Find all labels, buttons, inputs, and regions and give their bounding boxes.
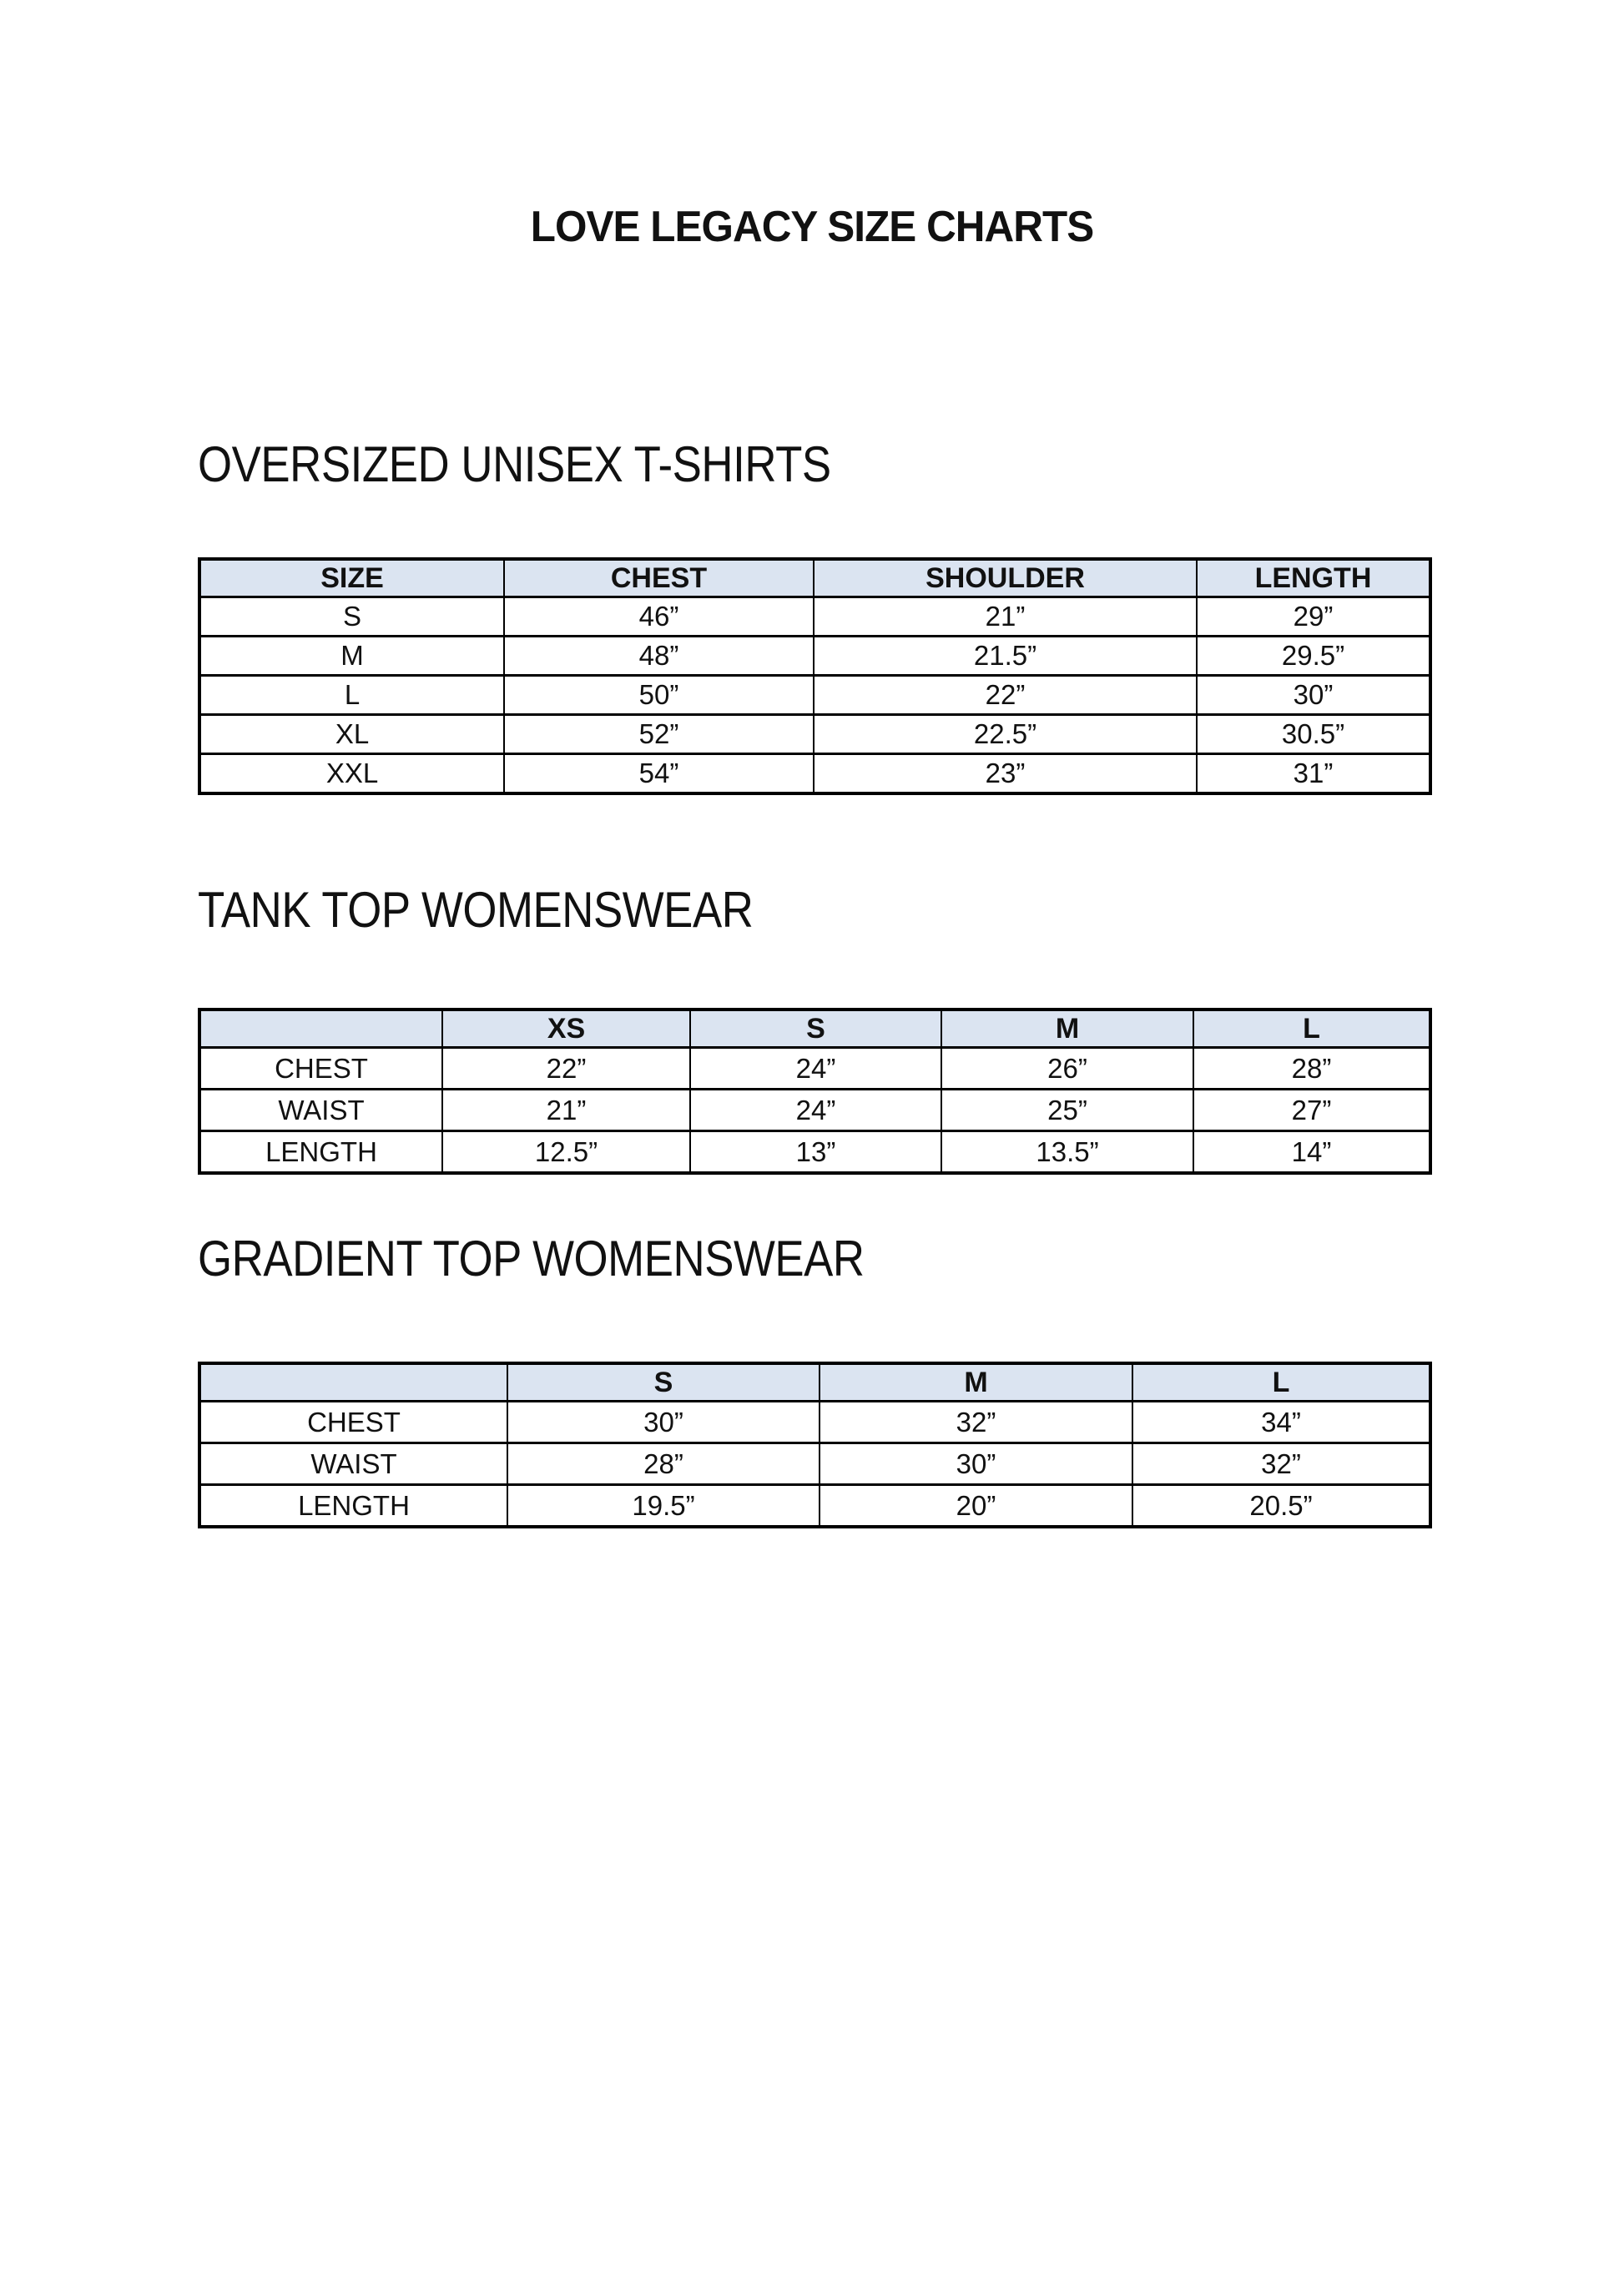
table-cell: 26”	[941, 1048, 1193, 1090]
table-cell: 22”	[814, 676, 1197, 715]
tank-top-womenswear-table	[198, 1008, 1432, 1175]
table-cell: M	[199, 637, 504, 676]
table-cell: CHEST	[199, 1048, 442, 1090]
table-cell: 21”	[442, 1090, 690, 1131]
table-row	[199, 637, 1430, 676]
oversized-unisex-tshirts-table	[198, 557, 1432, 795]
column-header: SIZE	[199, 559, 504, 597]
table-cell: 32”	[1132, 1443, 1430, 1485]
section-heading-gradient-top-womenswear: GRADIENT TOP WOMENSWEAR	[198, 1231, 865, 1286]
table-cell: 22”	[442, 1048, 690, 1090]
table-cell: 52”	[504, 715, 814, 754]
table-cell: 24”	[690, 1048, 941, 1090]
table-cell: 30”	[820, 1443, 1132, 1485]
table-row	[199, 1443, 1430, 1485]
table-row	[199, 754, 1430, 794]
table-cell: 34”	[1132, 1402, 1430, 1443]
table-cell: 30”	[1197, 676, 1430, 715]
column-header: XS	[442, 1010, 690, 1048]
column-header: M	[820, 1363, 1132, 1402]
table-cell: 12.5”	[442, 1131, 690, 1174]
table-row	[199, 676, 1430, 715]
table-header-row	[199, 1010, 1430, 1048]
table-cell: 29”	[1197, 597, 1430, 637]
column-header	[199, 1010, 442, 1048]
table-row	[199, 597, 1430, 637]
table-cell: 30.5”	[1197, 715, 1430, 754]
column-header: S	[507, 1363, 820, 1402]
table-cell: 19.5”	[507, 1485, 820, 1528]
table-body	[199, 597, 1430, 794]
table-cell: 24”	[690, 1090, 941, 1131]
table-body	[199, 1402, 1430, 1528]
table-cell: 31”	[1197, 754, 1430, 794]
table-header-row	[199, 1363, 1430, 1402]
table-cell: 28”	[507, 1443, 820, 1485]
table-head	[199, 1363, 1430, 1402]
table-cell: 14”	[1193, 1131, 1430, 1174]
table-cell: 46”	[504, 597, 814, 637]
table-cell: 20”	[820, 1485, 1132, 1528]
document-title: LOVE LEGACY SIZE CHARTS	[530, 203, 1094, 251]
column-header: M	[941, 1010, 1193, 1048]
section-heading-tank-top-womenswear: TANK TOP WOMENSWEAR	[198, 882, 754, 938]
table-row	[199, 1131, 1430, 1174]
table-cell: 32”	[820, 1402, 1132, 1443]
column-header: LENGTH	[1197, 559, 1430, 597]
table-cell: S	[199, 597, 504, 637]
table-cell: 27”	[1193, 1090, 1430, 1131]
table-cell: WAIST	[199, 1443, 507, 1485]
table-header-row	[199, 559, 1430, 597]
table-body	[199, 1048, 1430, 1174]
table-cell: 21”	[814, 597, 1197, 637]
table-cell: LENGTH	[199, 1131, 442, 1174]
table-row	[199, 1402, 1430, 1443]
table-cell: WAIST	[199, 1090, 442, 1131]
column-header: S	[690, 1010, 941, 1048]
table-cell: L	[199, 676, 504, 715]
table-cell: 30”	[507, 1402, 820, 1443]
column-header	[199, 1363, 507, 1402]
table-cell: 54”	[504, 754, 814, 794]
table-cell: XXL	[199, 754, 504, 794]
gradient-top-womenswear-table	[198, 1362, 1432, 1528]
column-header: L	[1193, 1010, 1430, 1048]
table-cell: 13.5”	[941, 1131, 1193, 1174]
table-row	[199, 715, 1430, 754]
table-head	[199, 1010, 1430, 1048]
table-cell: 22.5”	[814, 715, 1197, 754]
table-cell: 13”	[690, 1131, 941, 1174]
column-header: SHOULDER	[814, 559, 1197, 597]
table-cell: 21.5”	[814, 637, 1197, 676]
table-cell: LENGTH	[199, 1485, 507, 1528]
table-cell: 48”	[504, 637, 814, 676]
table-row	[199, 1485, 1430, 1528]
table-head	[199, 559, 1430, 597]
table-cell: 23”	[814, 754, 1197, 794]
column-header: L	[1132, 1363, 1430, 1402]
table-cell: XL	[199, 715, 504, 754]
table-cell: 50”	[504, 676, 814, 715]
table-cell: 20.5”	[1132, 1485, 1430, 1528]
table-cell: CHEST	[199, 1402, 507, 1443]
table-cell: 25”	[941, 1090, 1193, 1131]
column-header: CHEST	[504, 559, 814, 597]
table-row	[199, 1048, 1430, 1090]
table-cell: 29.5”	[1197, 637, 1430, 676]
section-heading-oversized-unisex-tshirts: OVERSIZED UNISEX T-SHIRTS	[198, 436, 831, 492]
table-row	[199, 1090, 1430, 1131]
table-cell: 28”	[1193, 1048, 1430, 1090]
